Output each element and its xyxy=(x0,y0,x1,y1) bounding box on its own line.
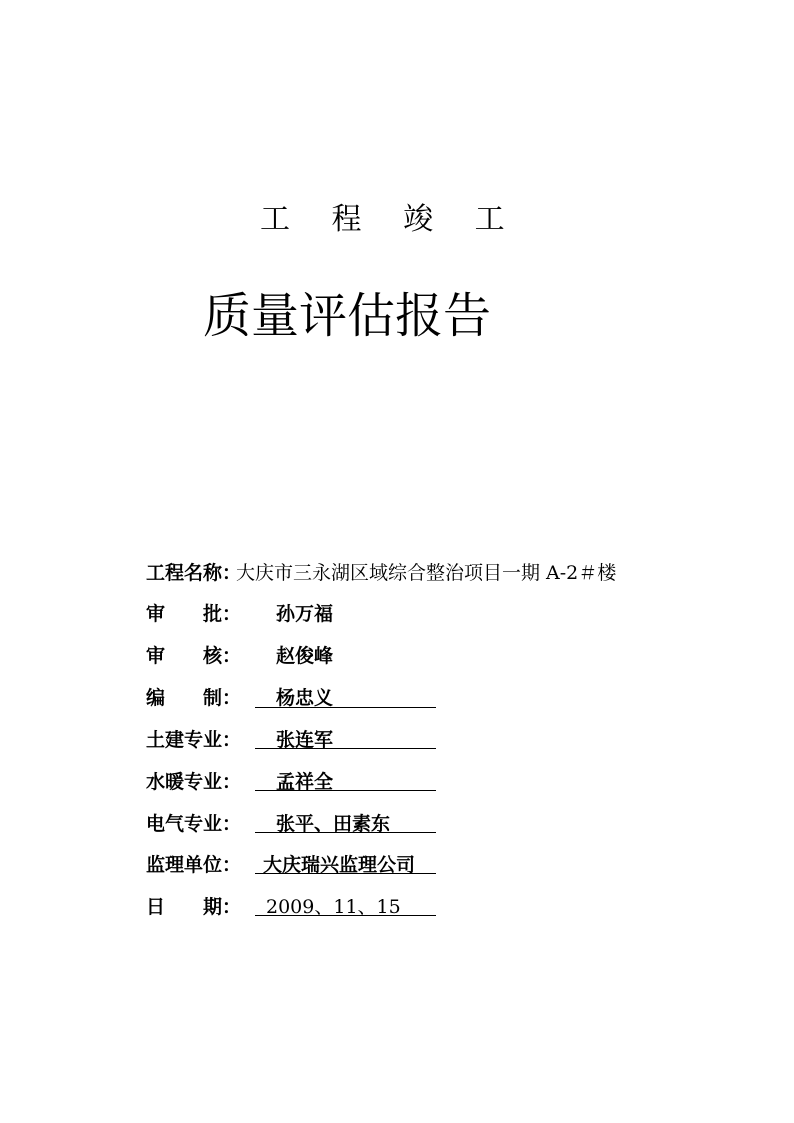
supervisor-label: 监理单位： xyxy=(146,854,242,876)
compiler-value: 杨忠义 xyxy=(276,687,334,709)
project-name-label: 工程名称： xyxy=(146,562,242,584)
date-label: 日 期： xyxy=(146,896,242,918)
compiler-label: 编 制： xyxy=(146,687,242,709)
plumbing-underline xyxy=(255,790,436,791)
electrical-label: 电气专业： xyxy=(146,813,242,835)
electrical-value: 张平、田素东 xyxy=(276,813,391,835)
approve-label: 审 批： xyxy=(146,603,242,625)
supervisor-underline xyxy=(255,873,436,874)
approve-value: 孙万福 xyxy=(276,603,334,625)
date-underline xyxy=(255,915,436,916)
supervisor-value: 大庆瑞兴监理公司 xyxy=(263,854,416,876)
plumbing-value: 孟祥全 xyxy=(276,771,334,793)
date-value: 2009、11、15 xyxy=(266,896,401,918)
project-name-value: 大庆市三永湖区域综合整治项目一期 A-2＃楼 xyxy=(236,562,617,584)
compiler-underline xyxy=(255,707,436,708)
civil-value: 张连军 xyxy=(276,729,334,751)
civil-underline xyxy=(255,748,436,749)
review-label: 审 核： xyxy=(146,645,242,667)
review-value: 赵俊峰 xyxy=(276,645,334,667)
civil-label: 土建专业： xyxy=(146,729,242,751)
title-line-2: 质量评估报告 xyxy=(203,288,492,344)
title-line-1: 工 程 竣 工 xyxy=(260,202,521,237)
electrical-underline xyxy=(255,832,436,833)
plumbing-label: 水暖专业： xyxy=(146,771,242,793)
